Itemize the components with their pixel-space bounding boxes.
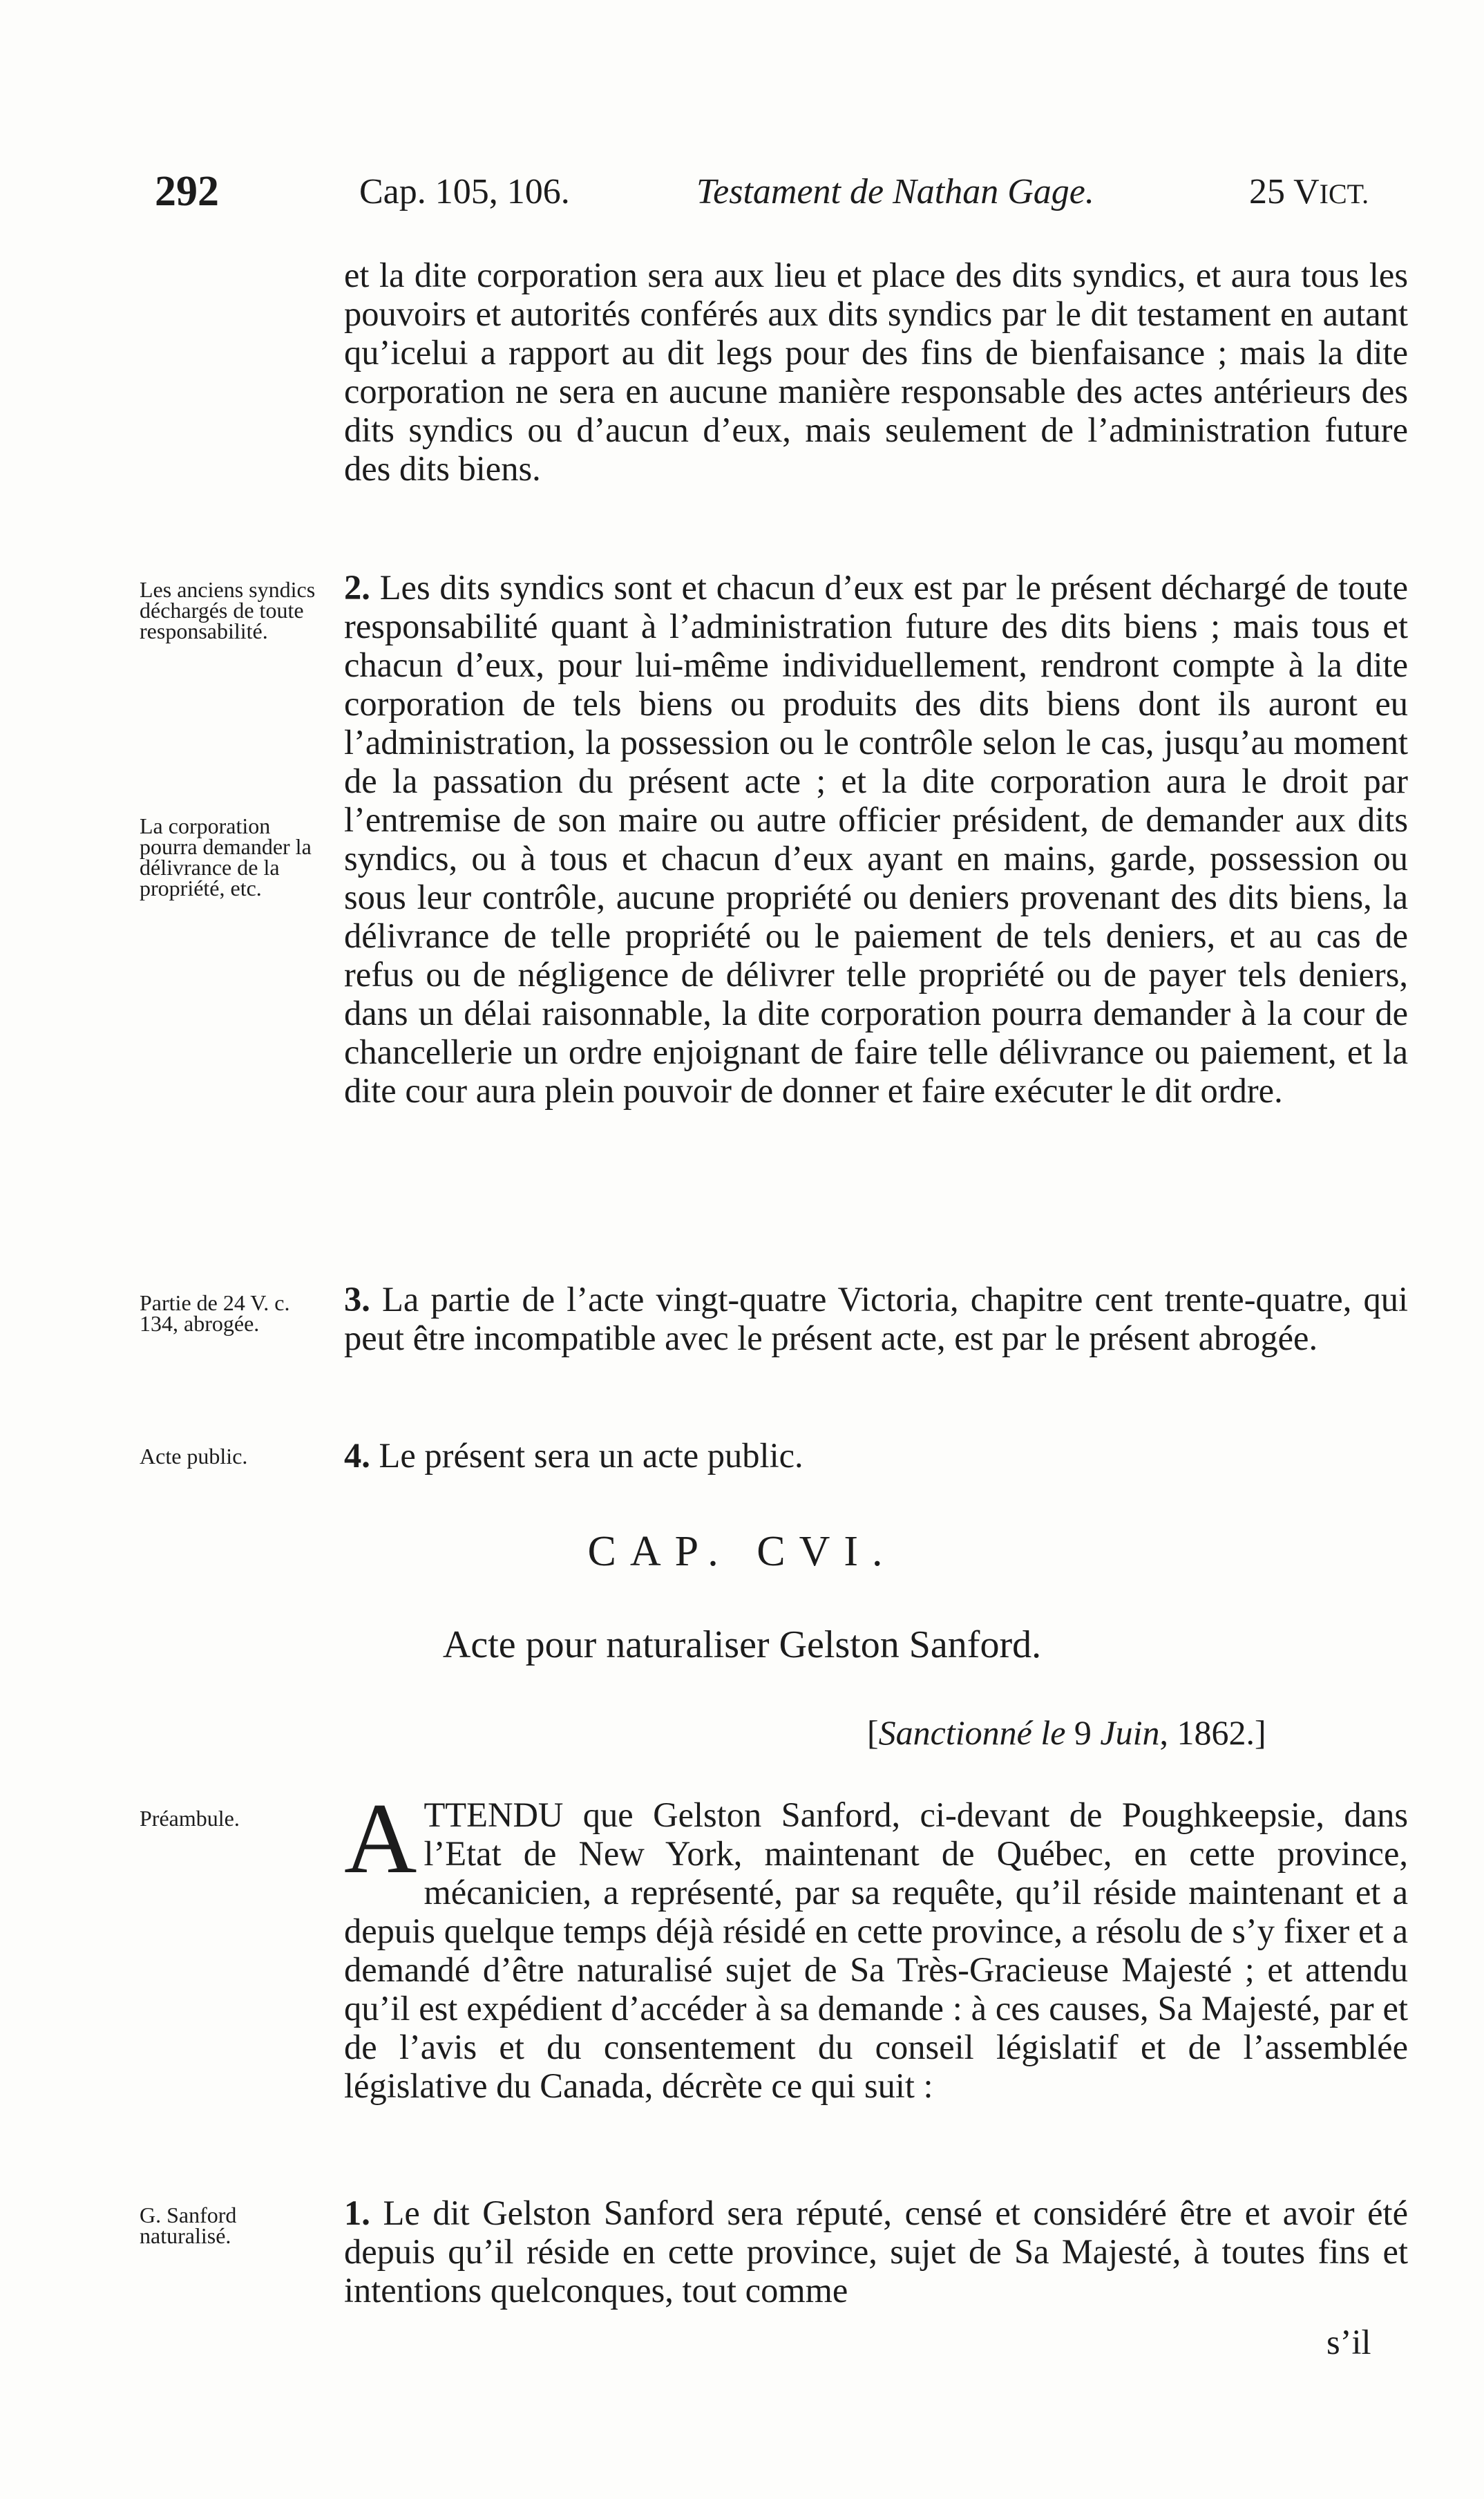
preamble	[344, 1782, 1408, 2105]
running-header	[0, 168, 1484, 227]
margin-note-sanford-naturalise: G. Sanford naturalisé.	[140, 2203, 237, 2248]
running-title: Testament de Nathan Gage.	[696, 172, 1094, 211]
chapter-section-1	[344, 2194, 1408, 2310]
sanction-date: [Sanctionné le 9 Juin, 1862.]	[867, 1713, 1266, 1752]
chapter-heading: CAP. CVI.	[587, 1528, 897, 1575]
chapter-reference: Cap. 105, 106.	[359, 172, 570, 211]
section-number: 3.	[344, 1280, 370, 1319]
margin-note-preambule: Préambule.	[140, 1806, 240, 1831]
regnal-number: 25	[1249, 172, 1285, 211]
section-number: 1.	[344, 2194, 370, 2232]
regnal-rest: ICT.	[1319, 178, 1369, 209]
continuation-text: et la dite corporation sera aux lieu et place des dits syndics, et aura tous les pouvoirs et autorités conférés aux dits syndics par le dit testament en autant qu’icelui a rapport au dit legs pour des fins de bienfaisance ; mais la dite corporation ne sera en aucune manière responsable des actes antérieurs des dits syndics ou d’aucun d’eux, mais seulement de l’administration future des dits biens.	[344, 256, 1408, 488]
section-number: 4.	[344, 1436, 370, 1475]
sanction-month: Juin	[1100, 1713, 1160, 1752]
catchword: s’il	[1326, 2323, 1371, 2361]
drop-cap: A	[344, 1782, 417, 1894]
sanction-label: Sanctionné le	[878, 1713, 1066, 1752]
section-4	[344, 1436, 1408, 1475]
continuation-paragraph	[344, 256, 1408, 488]
section-text: Les dits syndics sont et chacun d’eux est par le présent déchargé de toute responsabilité quant à l’administration future des dits biens ; mais tous et chacun d’eux, pour lui-même individuellement, rendront compte à la dite corporation de tels biens ou produits des dits biens dont ils auront eu l’administration, la possession ou le contrôle selon le cas, jusqu’au moment de la passation du présent acte ; et la dite corporation aura le droit par l’entremise de son maire ou autre officier président, de demander aux dits syndics, ou à tous et chacun d’eux ayant en mains, garde, possession ou sous leur contrôle, aucune propriété ou deniers provenant des dits biens, la délivrance de telle propriété ou le paiement de tels deniers, et au cas de refus ou de négligence de délivrer telle propriété ou de payer tels deniers, dans un délai raisonnable, la dite corporation pourra demander à la cour de chancellerie un ordre enjoignant de faire telle délivrance ou paiement, et la dite cour aura plein pouvoir de donner et faire exécuter le dit ordre.	[344, 568, 1408, 1110]
sanction-day: 9	[1074, 1713, 1092, 1752]
section-text: Le dit Gelston Sanford sera réputé, censé et considéré être et avoir été depuis qu’il réside en cette province, sujet de Sa Majesté, à toutes fins et intentions quelconques, tout comme	[344, 2194, 1408, 2310]
margin-note-corporation: La corporation pourra demander la délivrance de la propriété, etc.	[140, 813, 312, 900]
act-title: Acte pour naturaliser Gelston Sanford.	[442, 1623, 1042, 1666]
margin-note-acte-public: Acte public.	[140, 1444, 248, 1469]
margin-note-partie-abrogee: Partie de 24 V. c. 134, abrogée.	[140, 1290, 290, 1336]
section-text: La partie de l’acte vingt-quatre Victoria, chapitre cent trente-quatre, qui peut être incompatible avec le présent acte, est par le présent abrogée.	[344, 1280, 1409, 1357]
page-number: 292	[155, 168, 219, 215]
margin-note-anciens-syndics: Les anciens syndics déchargés de toute responsabilité.	[140, 577, 316, 643]
sanction-prefix: [	[867, 1713, 879, 1752]
section-number: 2.	[344, 568, 370, 607]
section-text: Le présent sera un acte public.	[379, 1436, 803, 1475]
regnal-v: V	[1293, 172, 1320, 211]
sanction-year: 1862.]	[1177, 1713, 1266, 1752]
preamble-text: TTENDU que Gelston Sanford, ci-devant de Poughkeepsie, dans l’Etat de New York, maintenant de Québec, en cette province, mécanicien, a représenté, par sa requête, qu’il réside maintenant et a depuis quelque temps déjà résidé en cette province, a résolu de s’y fixer et a demandé d’être naturalisé sujet de Sa Très-Gracieuse Majesté ; et attendu qu’il est expédient d’accéder à sa demande : à ces causes, Sa Majesté, par et de l’avis et du consentement du conseil législatif et de l’assemblée législative du Canada, décrète ce qui suit :	[344, 1795, 1408, 2105]
section-3	[344, 1280, 1408, 1357]
section-2	[344, 568, 1408, 1110]
regnal-year	[1249, 171, 1369, 212]
